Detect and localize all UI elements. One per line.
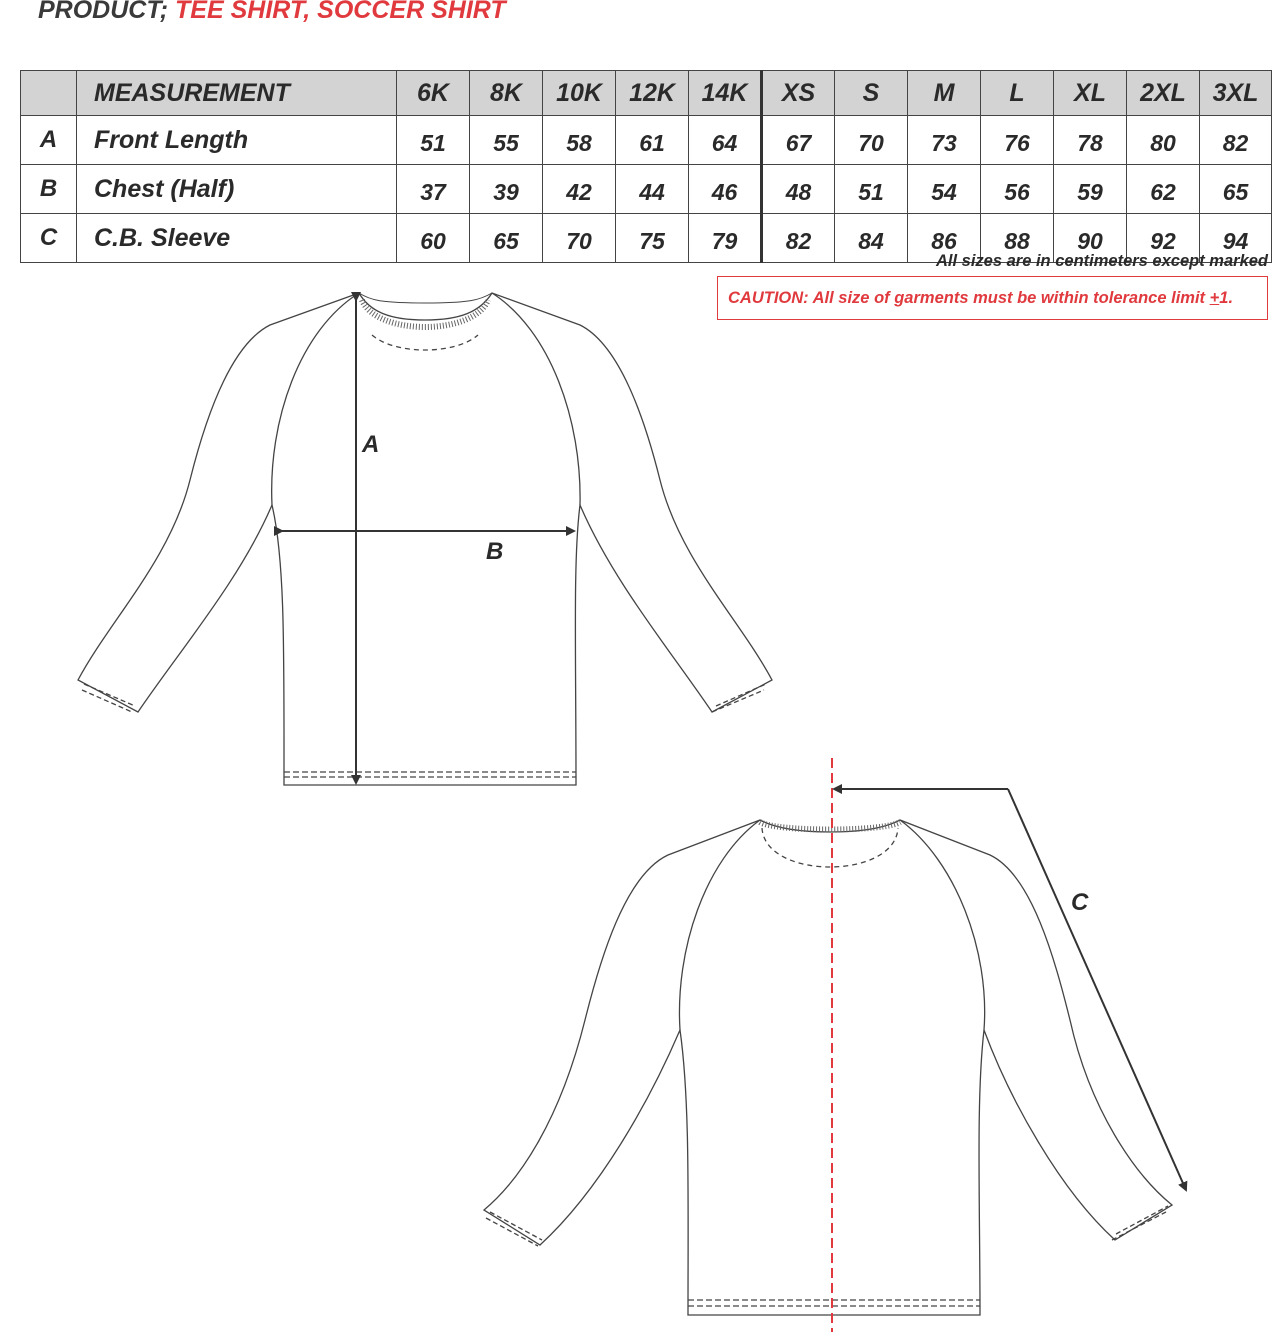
size-value: 59 <box>1054 165 1127 214</box>
size-value: 54 <box>908 165 981 214</box>
size-value: 75 <box>616 214 689 263</box>
size-value: 39 <box>470 165 543 214</box>
header-size: L <box>981 71 1054 116</box>
measurement-name: Front Length <box>77 116 397 165</box>
size-value: 51 <box>835 165 908 214</box>
header-size: 14K <box>689 71 762 116</box>
size-value: 56 <box>981 165 1054 214</box>
size-value: 62 <box>1127 165 1200 214</box>
units-note: All sizes are in centimeters except marked <box>936 252 1268 270</box>
size-value: 79 <box>689 214 762 263</box>
header-size: XS <box>762 71 835 116</box>
size-value: 82 <box>1200 116 1272 165</box>
header-size: S <box>835 71 908 116</box>
size-value: 84 <box>835 214 908 263</box>
size-value: 92 <box>1127 214 1200 263</box>
row-letter: B <box>21 165 77 214</box>
caution-text: CAUTION: All size of garments must be within tolerance limit <box>728 289 1210 307</box>
size-value: 80 <box>1127 116 1200 165</box>
size-value: 64 <box>689 116 762 165</box>
caution-plus-minus: + <box>1209 289 1220 307</box>
size-value: 76 <box>981 116 1054 165</box>
size-value: 51 <box>397 116 470 165</box>
row-letter: A <box>21 116 77 165</box>
size-value: 70 <box>543 214 616 263</box>
size-value: 90 <box>1054 214 1127 263</box>
dimension-c-sleeve-arrow <box>1008 789 1186 1190</box>
header-size: XL <box>1054 71 1127 116</box>
size-value: 65 <box>1200 165 1272 214</box>
size-value: 46 <box>689 165 762 214</box>
header-size: M <box>908 71 981 116</box>
size-value: 42 <box>543 165 616 214</box>
size-value: 67 <box>762 116 835 165</box>
header-size: 2XL <box>1127 71 1200 116</box>
size-value: 61 <box>616 116 689 165</box>
front-shirt-drawing <box>78 293 772 785</box>
size-value: 94 <box>1200 214 1272 263</box>
back-shirt-drawing <box>484 820 1172 1315</box>
caution-suffix: 1. <box>1219 289 1234 307</box>
size-value: 60 <box>397 214 470 263</box>
size-value: 88 <box>981 214 1054 263</box>
product-label: PRODUCT; <box>38 0 169 24</box>
header-size: 6K <box>397 71 470 116</box>
size-value: 37 <box>397 165 470 214</box>
size-value: 70 <box>835 116 908 165</box>
label-a: A <box>362 431 380 458</box>
measurement-name: Chest (Half) <box>77 165 397 214</box>
header-size: 3XL <box>1200 71 1272 116</box>
size-value: 55 <box>470 116 543 165</box>
size-value: 73 <box>908 116 981 165</box>
header-measurement: MEASUREMENT <box>77 71 397 116</box>
size-value: 82 <box>762 214 835 263</box>
size-value: 58 <box>543 116 616 165</box>
product-value: TEE SHIRT, SOCCER SHIRT <box>175 0 506 24</box>
size-value: 65 <box>470 214 543 263</box>
size-value: 78 <box>1054 116 1127 165</box>
measurement-name: C.B. Sleeve <box>77 214 397 263</box>
size-value: 44 <box>616 165 689 214</box>
header-size: 12K <box>616 71 689 116</box>
header-size: 8K <box>470 71 543 116</box>
label-b: B <box>486 538 504 565</box>
header-size: 10K <box>543 71 616 116</box>
label-c: C <box>1071 889 1089 916</box>
size-value: 86 <box>908 214 981 263</box>
size-value: 48 <box>762 165 835 214</box>
row-letter: C <box>21 214 77 263</box>
